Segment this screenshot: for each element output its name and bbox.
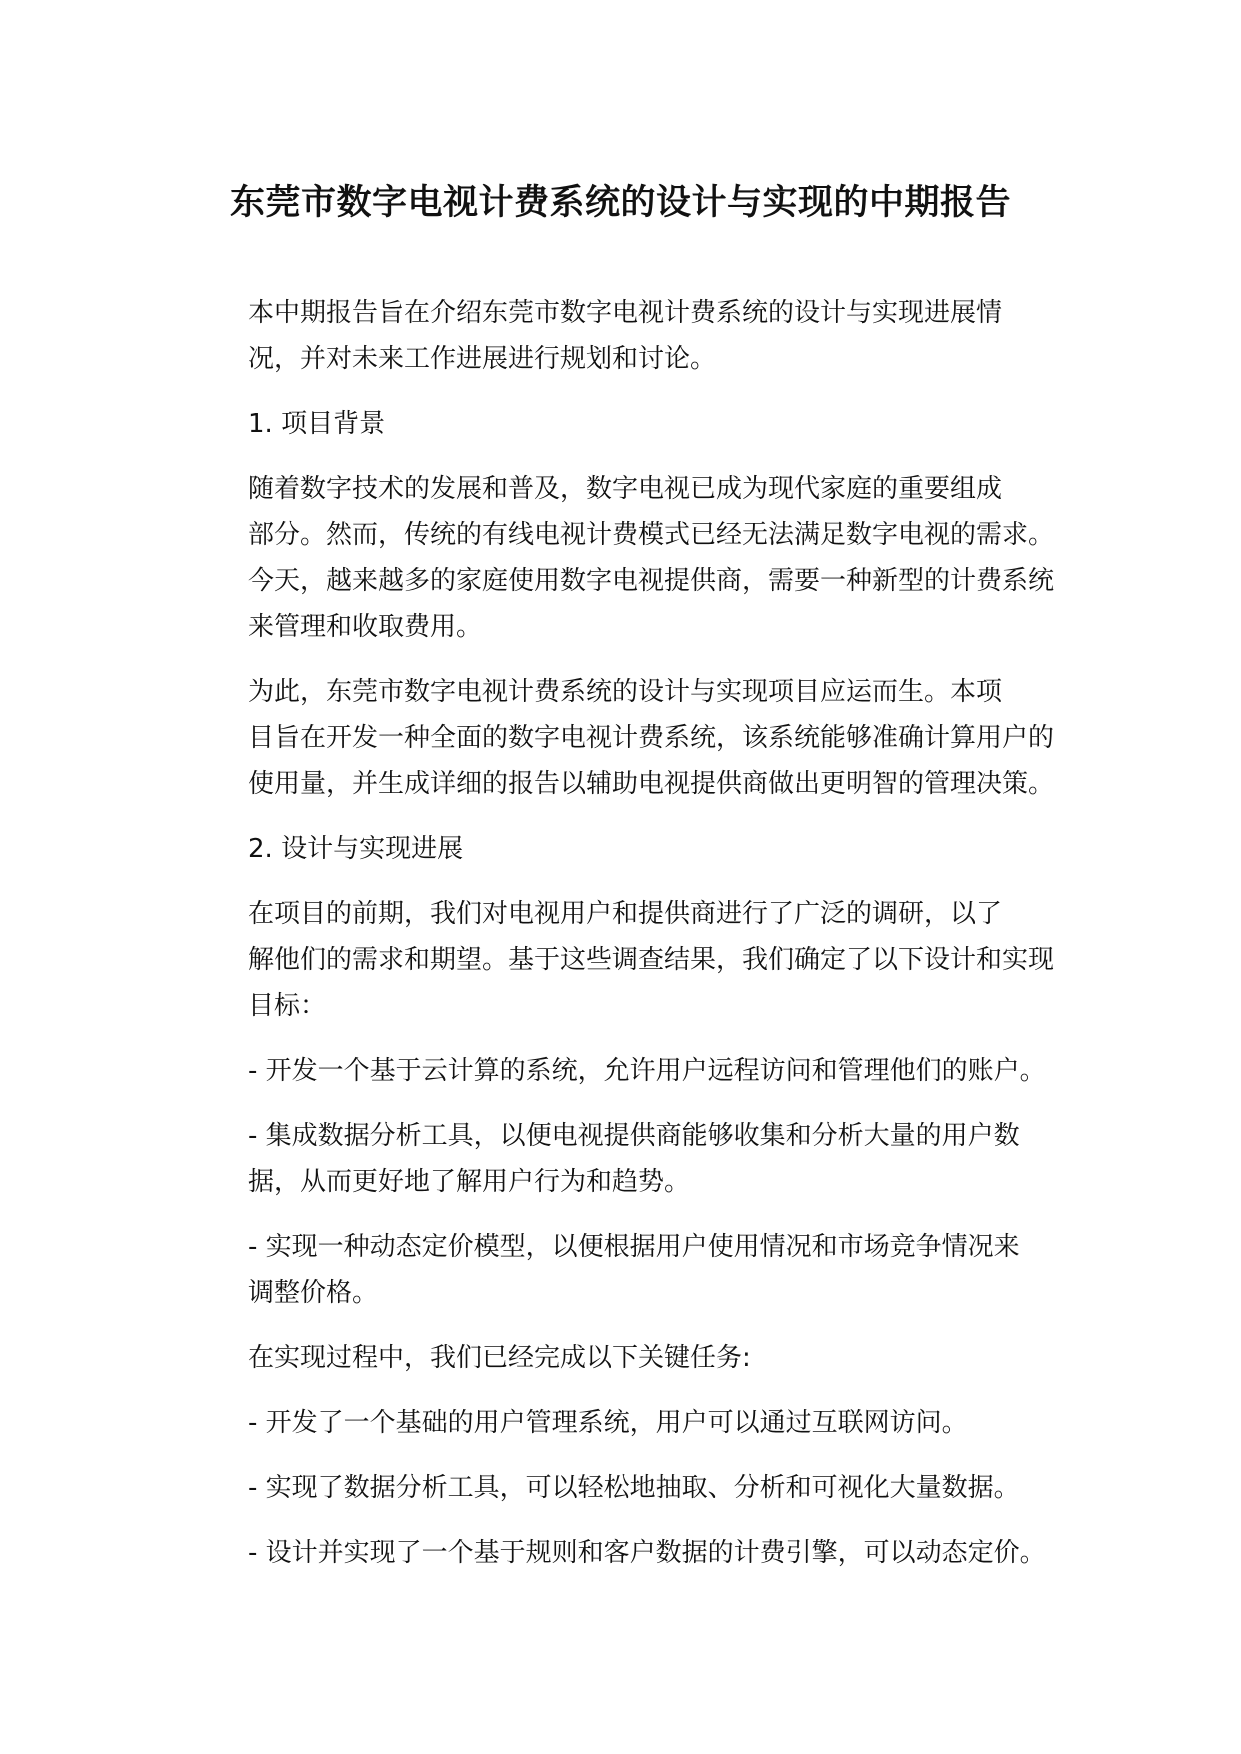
text-line: - 开发了一个基础的用户管理系统，用户可以通过互联网访问。 (248, 1408, 968, 1438)
text-line: 调整价格。 (248, 1278, 379, 1308)
text-line: 今天，越来越多的家庭使用数字电视提供商，需要一种新型的计费系统 (248, 566, 1055, 596)
text-line: 目旨在开发一种全面的数字电视计费系统，该系统能够准确计算用户的 (248, 723, 1055, 753)
paragraph (188, 1224, 1068, 1316)
text-line: 况，并对未来工作进展进行规划和讨论。 (248, 344, 717, 374)
paragraph (188, 1400, 1068, 1446)
text-line: - 集成数据分析工具，以便电视提供商能够收集和分析大量的用户数 (248, 1121, 1020, 1151)
text-line: - 实现了数据分析工具，可以轻松地抽取、分析和可视化大量数据。 (248, 1473, 1020, 1503)
text-line: 解他们的需求和期望。基于这些调查结果，我们确定了以下设计和实现 (248, 945, 1055, 975)
text-line: 在项目的前期，我们对电视用户和提供商进行了广泛的调研，以了 (248, 899, 1003, 929)
paragraph (188, 826, 1068, 872)
text-line: - 开发一个基于云计算的系统，允许用户远程访问和管理他们的账户。 (248, 1056, 1046, 1086)
paragraph (188, 1335, 1068, 1381)
paragraph (188, 1048, 1068, 1094)
paragraph (188, 1530, 1068, 1576)
text-line: 2. 设计与实现进展 (248, 834, 464, 864)
text-line: 来管理和收取费用。 (248, 612, 483, 642)
text-line: - 实现一种动态定价模型，以便根据用户使用情况和市场竞争情况来 (248, 1232, 1020, 1262)
paragraph (188, 466, 1068, 650)
text-line: 随着数字技术的发展和普及，数字电视已成为现代家庭的重要组成 (248, 474, 1003, 504)
paragraph (188, 669, 1068, 807)
paragraph (188, 401, 1068, 447)
text-line: 为此，东莞市数字电视计费系统的设计与实现项目应运而生。本项 (248, 677, 1003, 707)
paragraph (188, 290, 1068, 382)
paragraph (188, 1465, 1068, 1511)
document-title: 东莞市数字电视计费系统的设计与实现的中期报告 (229, 183, 1011, 223)
text-line: - 设计并实现了一个基于规则和客户数据的计费引擎，可以动态定价。 (248, 1538, 1046, 1568)
text-line: 目标： (248, 991, 327, 1021)
text-line: 1. 项目背景 (248, 409, 386, 439)
text-line: 在实现过程中，我们已经完成以下关键任务: (248, 1343, 751, 1373)
paragraph (188, 1113, 1068, 1205)
document-body (188, 290, 1068, 1595)
text-line: 本中期报告旨在介绍东莞市数字电视计费系统的设计与实现进展情 (248, 298, 1003, 328)
text-line: 使用量，并生成详细的报告以辅助电视提供商做出更明智的管理决策。 (248, 769, 1055, 799)
paragraph (188, 891, 1068, 1029)
text-line: 据，从而更好地了解用户行为和趋势。 (248, 1167, 691, 1197)
text-line: 部分。然而，传统的有线电视计费模式已经无法满足数字电视的需求。 (248, 520, 1055, 550)
